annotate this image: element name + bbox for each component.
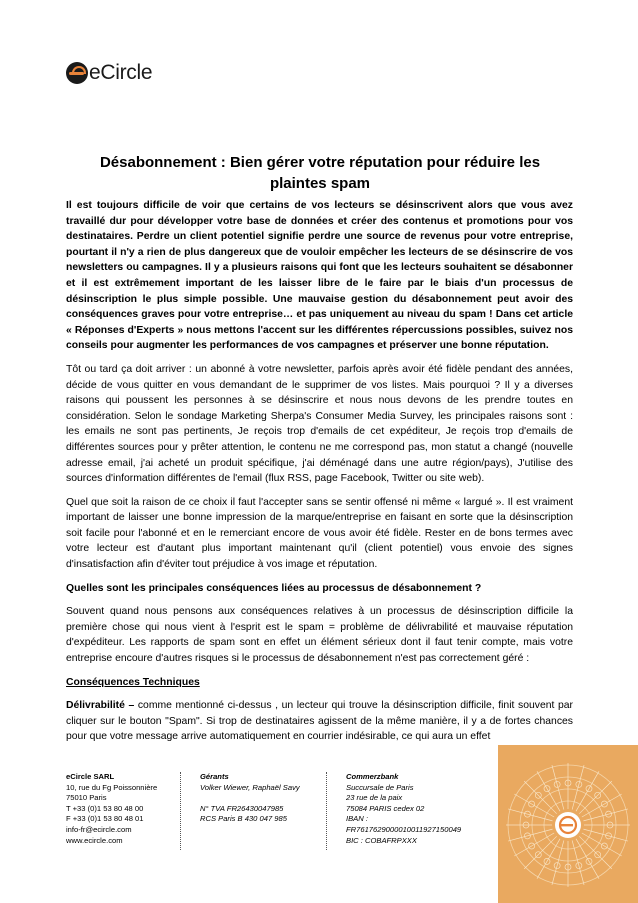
managers-names: Volker Wiewer, Raphaël Savy [200, 782, 300, 792]
decorative-mandala [498, 745, 638, 903]
bank-name: Commerzbank [346, 772, 399, 781]
term-deliverability: Délivrabilité – [66, 700, 135, 712]
logo-text: eCircle [89, 61, 153, 84]
company-address: 10, rue du Fg Poissonnière [66, 782, 158, 792]
intro-paragraph: Il est toujours difficile de voir que certains de vos lecteurs se désinscrivent alors que vous avez travaillé dur pour développer votre base de données et créer des contenus et promotions pour vos destinataires. Perdre un client potentiel signifie perdre une source de revenus pour votre entreprise, pourtant il n'y a rien de plus dangereux que de vouloir empêcher les lecteurs de se désinscrire de vos newsletters ou campagnes. Il y a plusieurs raisons qui font que les lecteurs souhaitent se désabonner et il est extrêmement important de les laisser libre de le faire par le biais d'un processus de désinscription le plus simple possible. Une mauvaise gestion du désabonnement peut avoir des conséquences graves pour votre entreprise… et pas uniquement au niveau du spam ! Dans cet article « Réponses d'Experts » nous mettons l'accent sur les différentes répercussions possibles, suivez nos conseils pour augmenter les performances de vos campagnes et préserver une bonne réputation. [66, 200, 573, 352]
vat-number: N° TVA FR26430047985 [200, 803, 284, 813]
company-fax: F +33 (0)1 53 80 48 01 [66, 814, 144, 824]
mandala-icon [498, 745, 638, 903]
managers-spacer [200, 793, 342, 804]
company-email: info-fr@ecircle.com [66, 824, 132, 834]
ecircle-logo [66, 62, 152, 84]
bank-branch: Succursale de Paris [346, 782, 414, 792]
article-body [66, 198, 573, 753]
paragraph-consequences: Souvent quand nous pensons aux conséquences relatives à un processus de désinscription difficile la première chose qui nous vient à l'esprit est le spam = problème de délivrabilité et mauvaise réputation d'expéditeur. Les rapports de spam sont en effet un élément sérieux dont il faut tenir compte, mais votre entreprise encoure d'autres risques si le processus de désabonnement n'est pas correctement géré : [66, 606, 573, 665]
footer-company [66, 772, 174, 846]
deliverability-text: comme mentionné ci-dessus , un lecteur qui trouve la désinscription difficile, finit souvent par cliquer sur le bouton "Spam". Si trop de destinataires agissent de la même manière, il y a de fortes chances pour que votre message arrive automatiquement en courrier indésirable, ce qui aura un effet [66, 700, 573, 743]
company-website: www.ecircle.com [66, 835, 123, 845]
paragraph-accept: Quel que soit la raison de ce choix il faut l'accepter sans se sentir offensé ni même « largué ». Il est vraiment important de laisser une bonne impression de la marque/entreprise en faisant en sorte que la désinscription soit facile pour l'abonné et en le remerciant encore de vous avoir été fidèle. Rester en de bons termes avec votre lecteur est d'autant plus important maintenant qu'il (client potentiel) vous envoie des signes d'insatisfaction afin d'éviter tout préjudice à vos image et réputation. [66, 496, 573, 571]
footer-divider [180, 772, 182, 850]
footer-managers [200, 772, 342, 825]
bank-street: 23 rue de la paix [346, 793, 403, 803]
paragraph-deliverability [66, 698, 573, 745]
bank-city: 75084 PARIS cedex 02 [346, 803, 425, 813]
company-phone: T +33 (0)1 53 80 48 00 [66, 803, 144, 813]
subheading-technical: Conséquences Techniques [66, 676, 200, 688]
bic-code: BIC : COBAFRPXXX [346, 835, 417, 845]
footer-bank [346, 772, 488, 846]
page-title: Désabonnement : Bien gérer votre réputation pour réduire les plaintes spam [99, 154, 541, 192]
managers-heading: Gérants [200, 772, 229, 781]
iban-label: IBAN : [346, 814, 368, 824]
company-name: eCircle SARL [66, 772, 115, 781]
iban-number: FR7617629000010011927150049 [346, 824, 462, 834]
footer-divider [326, 772, 328, 850]
company-city: 75010 Paris [66, 793, 107, 803]
paragraph-reasons: Tôt ou tard ça doit arriver : un abonné à votre newsletter, parfois après avoir été fidèle pendant des années, décide de vous quitter en vous demandant de le supprimer de vos listes. Mais pourquoi ? Il y a diverses raisons qui poussent les personnes à se désinscrire et nous nous devons de les prendre toutes en considération. Selon le sondage Marketing Sherpa's Consumer Media Survey, les principales raisons sont : les emails ne sont pas pertinents, Je reçois trop d'emails de cet expéditeur, Je reçois trop d'emails de différentes sources pour y prêter attention, le contenu ne me correspond pas, mon statut a changé (nouvelle adresse email, j'ai acheté un produit spécifique, j'ai déménagé dans une autre région/pays), J'utilise des sources d'information différentes de l'email (flux RSS, page Facebook, Twitter ou site web). [66, 363, 573, 485]
rcs-number: RCS Paris B 430 047 985 [200, 814, 287, 824]
question-heading: Quelles sont les principales conséquences liées au processus de désabonnement ? [66, 582, 482, 594]
ecircle-logo-icon [66, 62, 88, 84]
